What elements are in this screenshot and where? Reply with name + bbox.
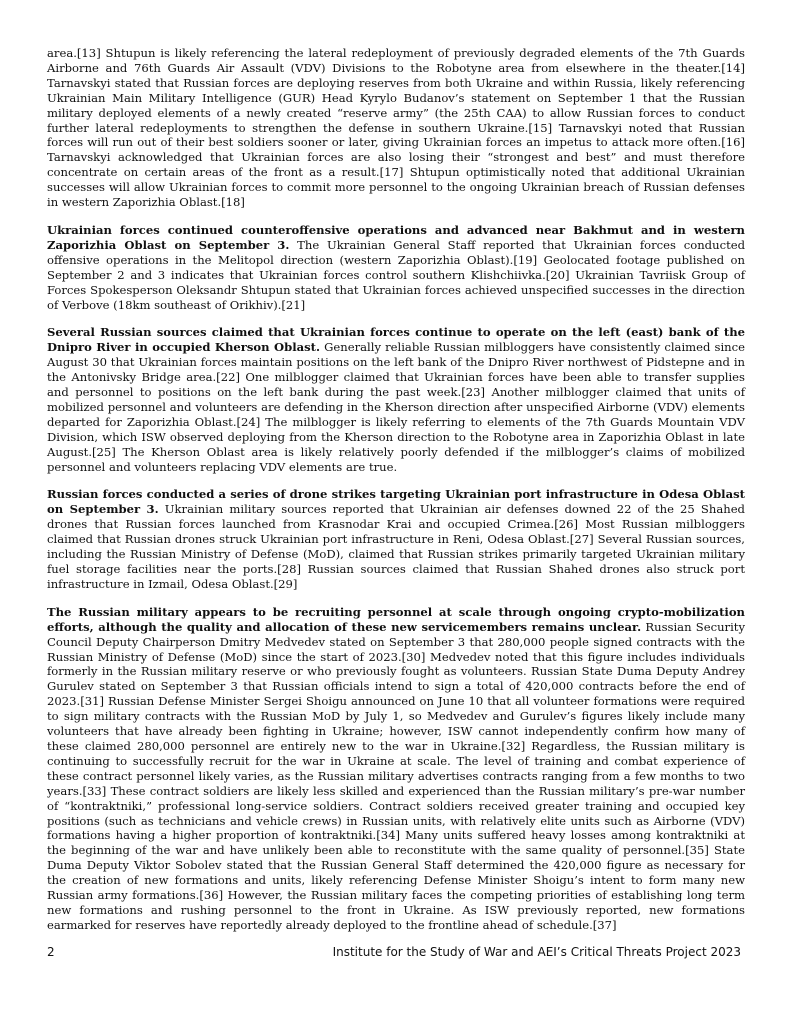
paragraph-3 [47,325,745,474]
paragraph-3-text: Generally reliable Russian milbloggers have consistently claimed since August 30 that Ukrainian forces maintain positions on the left bank of the Dnipro River northwest of Pidstepne and in the Antonivsky Bridge area.[22] One milblogger claimed that Ukrainian forces have been able to transfer supplies and personnel to positions on the left bank during the past week.[23] Another milblogger claimed that units of mobilized personnel and volunteers are defending in the Kherson direction after unspecified Airborne (VDV) elements departed for Zaporizhia Oblast.[24] The milblogger is likely referring to elements of the 7th Guards Mountain VDV Division, which ISW observed deploying from the Kherson direction to the Robotyne area in Zaporizhia Oblast in late August.[25] The Kherson Oblast area is likely relatively poorly defended if the milblogger’s claims of mobilized personnel and volunteers replacing VDV elements are true. [47,340,746,474]
footer-credit: Institute for the Study of War and AEI’s Critical Threats Project 2023 [332,945,741,959]
paragraph-4-lead: Russian forces conducted a series of drone strikes targeting Ukrainian port infrastructure in Odesa Oblast on September 3. [47,487,745,517]
paragraph-3-lead: Several Russian sources claimed that Ukrainian forces continue to operate on the left (east) bank of the Dnipro River in occupied Kherson Oblast. [47,325,745,355]
paragraph-2-text: The Ukrainian General Staff reported that Ukrainian forces conducted offensive operations in the Melitopol direction (western Zaporizhia Oblast).[19] Geolocated footage published on September 2 and 3 indicates that Ukrainian forces control southern Klishchiivka.[20] Ukrainian Tavriisk Group of Forces Spokesperson Oleksandr Shtupun stated that Ukrainian forces achieved unspecified successes in the direction of Verbove (18km southeast of Orikhiv).[21] [47,237,746,312]
paragraph-5-lead: The Russian military appears to be recruiting personnel at scale through ongoing crypto-mobilization efforts, although the quality and allocation of these new servicemembers remains unclear. [47,604,745,634]
paragraph-5-text: Russian Security Council Deputy Chairperson Dmitry Medvedev stated on September 3 that 280,000 people signed contracts with the Russian Ministry of Defense (MoD) since the start of 2023.[30] Medvedev noted that this figure includes individuals formerly in the Russian military reserve or who previously fought as volunteers. Russian State Duma Deputy Andrey Gurulev stated on September 3 that Russian officials intend to sign a total of 420,000 contracts before the end of 2023.[31] Russian Defense Minister Sergei Shoigu announced on June 10 that all volunteer formations were required to sign military contracts with the Russian MoD by July 1, so Medvedev and Gurulev’s figures likely include many volunteers that have already been fighting in Ukraine; however, ISW cannot independently confirm how many of these claimed 280,000 personnel are entirely new to the war in Ukraine.[32] Regardless, the Russian military is continuing to successfully recruit for the war in Ukraine at scale. The level of training and combat experience of these contract personnel likely varies, as the Russian military advertises contracts ranging from a few months to two years.[33] These contract soldiers are likely less skilled and experienced than the Russian military’s pre-war number of “kontraktniki,” professional long-service soldiers. Contract soldiers received greater training and occupied key positions (such as technicians and vehicle crews) in Russian units, with relatively elite units such as Airborne (VDV) formations having a higher proportion of kontraktniki.[34] Many units suffered heavy losses among kontraktniki at the beginning of the war and have unlikely been able to reconstitute with the same quality of personnel.[35] State Duma Deputy Viktor Sobolev stated that the Russian General Staff determined the 420,000 figure as necessary for the creation of new formations and units, likely referencing Defense Minister Shoigu’s intent to form many new Russian army formations.[36] However, the Russian military faces the competing priorities of establishing long term new formations and rushing personnel to the front in Ukraine. As ISW previously reported, new formations earmarked for reserves have reportedly already deployed to the frontline ahead of schedule.[37] [47,619,746,932]
paragraph-1 [47,46,745,210]
paragraph-2 [47,223,745,312]
paragraph-5 [47,605,745,933]
paragraph-4-text: Ukrainian military sources reported that Ukrainian air defenses downed 22 of the 25 Shahed drones that Russian forces launched from Krasnodar Krai and occupied Crimea.[26] Most Russian milbloggers claimed that Russian drones struck Ukrainian port infrastructure in Reni, Odesa Oblast.[27] Several Russian sources, including the Russian Ministry of Defense (MoD), claimed that Russian strikes primarily targeted Ukrainian military fuel storage facilities near the ports.[28] Russian sources claimed that Russian Shahed drones also struck port infrastructure in Izmail, Odesa Oblast.[29] [47,502,745,591]
paragraph-2-lead: Ukrainian forces continued counteroffensive operations and advanced near Bakhmut and in western Zaporizhia Oblast on September 3. [47,222,745,252]
document-body [47,46,745,946]
paragraph-4 [47,487,745,591]
page-number: 2 [47,945,55,959]
paragraph-1-text: area.[13] Shtupun is likely referencing the lateral redeployment of previously degraded elements of the 7th Guards Airborne and 76th Guards Air Assault (VDV) Divisions to the Robotyne area from elsewhere in the theater.[14] Tarnavskyi stated that Russian forces are deploying reserves from both Ukraine and within Russia, likely referencing Ukrainian Main Military Intelligence (GUR) Head Kyrylo Budanov’s statement on September 1 that the Russian military deployed elements of a newly created “reserve army” (the 25th CAA) to allow Russian forces to conduct further lateral redeployments to strengthen the defense in southern Ukraine.[15] Tarnavskyi noted that Russian forces will run out of their best soldiers sooner or later, giving Ukrainian forces an impetus to attack more often.[16] Tarnavskyi acknowledged that Ukrainian forces are also losing their “strongest and best” and must therefore concentrate on certain areas of the front as a result.[17] Shtupun optimistically noted that additional Ukrainian successes will allow Ukrainian forces to commit more personnel to the ongoing Ukrainian breach of Russian defenses in western Zaporizhia Oblast.[18] [47,46,745,210]
